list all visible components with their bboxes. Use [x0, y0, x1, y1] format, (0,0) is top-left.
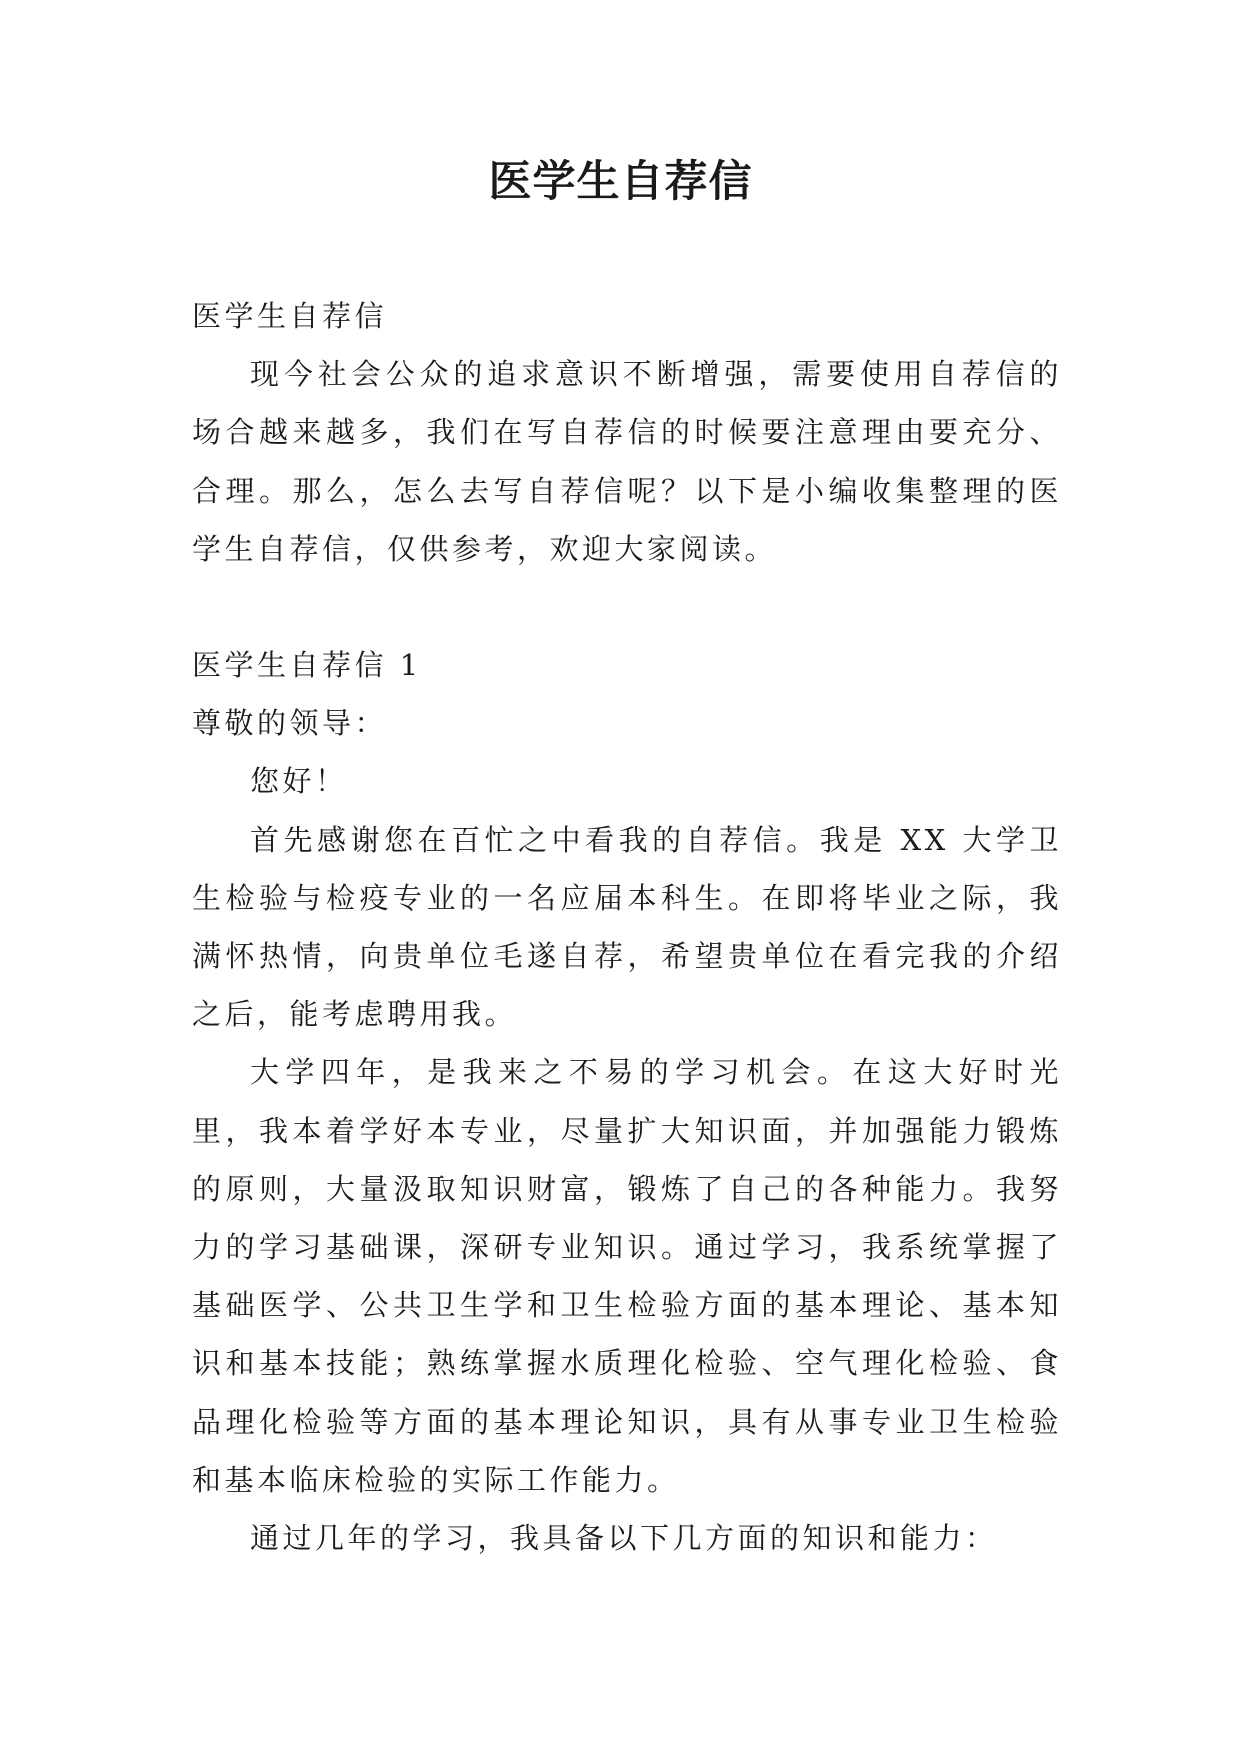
- body-paragraph-3: 通过几年的学习，我具备以下几方面的知识和能力：: [250, 1521, 998, 1556]
- body-paragraph-2: 大学四年，是我来之不易的学习机会。在这大好时光里，我本着学好本专业，尽量扩大知识面，并加强能力锻炼的原则，大量汲取知识财富，锻炼了自己的各种能力。我努力的学习基础课，深研专业知识。通过学习，我系统掌握了基础医学、公共卫生学和卫生检验方面的基本理论、基本知识和基本技能；熟练掌握水质理化检验、空气理化检验、食品理化检验等方面的基本理论知识，具有从事专业卫生检验和基本临床检验的实际工作能力。: [192, 1055, 1062, 1497]
- document-subtitle: 医学生自荐信: [192, 299, 388, 333]
- document-title: 医学生自荐信: [488, 157, 753, 207]
- salutation: 尊敬的领导：: [192, 706, 388, 741]
- body-paragraph-1: 首先感谢您在百忙之中看我的自荐信。我是 XX 大学卫生检验与检疫专业的一名应届本科生。在即将毕业之际，我满怀热情，向贵单位毛遂自荐，希望贵单位在看完我的介绍之后，能考虑聘用我。: [192, 822, 1062, 1032]
- greeting: 您好！: [250, 764, 348, 799]
- intro-paragraph: 现今社会公众的追求意识不断增强，需要使用自荐信的场合越来越多，我们在写自荐信的时候要注意理由要充分、合理。那么，怎么去写自荐信呢？以下是小编收集整理的医学生自荐信，仅供参考，欢迎大家阅读。: [192, 357, 1062, 566]
- paragraph-spacer: [192, 578, 1062, 636]
- letter-heading: 医学生自荐信 1: [192, 648, 422, 683]
- document-body: [192, 287, 1062, 1567]
